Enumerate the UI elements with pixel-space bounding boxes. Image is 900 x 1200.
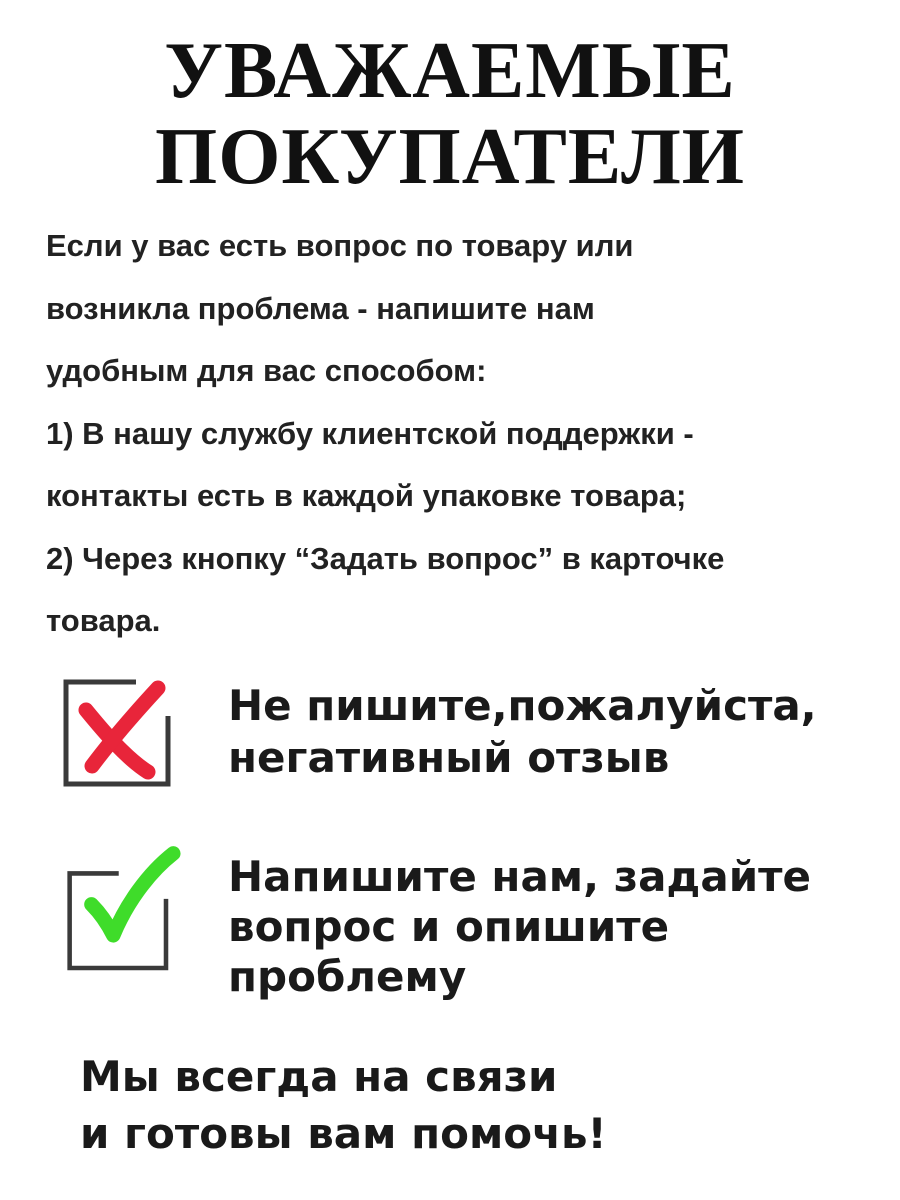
instructions-line: товара. [46,603,161,638]
title-line-2: ПОКУПАТЕЛИ [154,113,746,201]
green-check-checkbox-icon [66,848,166,948]
positive-line-3: проблему [228,952,467,1001]
instructions-line: Если у вас есть вопрос по товару или [46,228,634,263]
instructions-text [46,215,866,653]
contact-us-note [228,852,811,1002]
instructions-line: 1) В нашу службу клиентской поддержки - [46,415,694,451]
closing-message [80,1048,607,1162]
instructions-line: возникла проблема - напишите нам [46,290,595,326]
closing-line-2: и готовы вам помочь! [80,1109,607,1158]
title-line-1: УВАЖАЕМЫЕ [164,27,736,115]
red-cross-checkbox-icon [64,680,164,780]
page-title [0,28,900,200]
closing-line-1: Мы всегда на связи [80,1052,558,1101]
positive-line-2: вопрос и опишите [228,902,670,951]
instructions-line: контакты есть в каждой упаковке товара; [46,478,687,513]
negative-review-note [228,680,817,784]
negative-line-2: негативный отзыв [228,733,670,782]
negative-line-1: Не пишите,пожалуйста, [228,681,817,730]
instructions-line: удобным для вас способом: [46,353,487,388]
positive-line-1: Напишите нам, задайте [228,852,811,901]
instructions-line: 2) Через кнопку “Задать вопрос” в карточке [46,540,725,576]
